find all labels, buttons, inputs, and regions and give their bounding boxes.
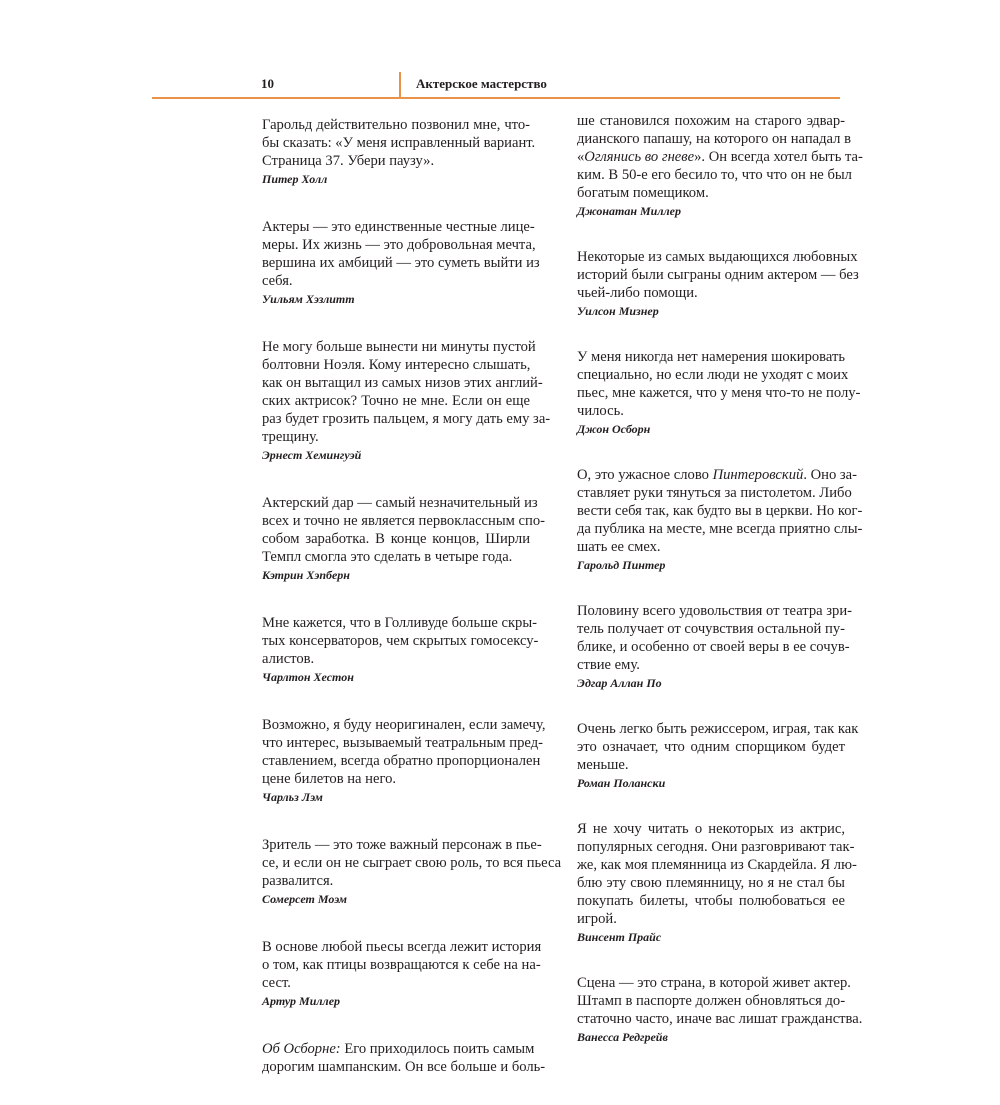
quote-block [262,614,539,687]
quote-author: Гарольд Пинтер [577,558,666,572]
quote-author: Уилсон Мизнер [577,304,659,318]
quote-line: чьей-либо помощи. [577,285,698,301]
quote-block [577,720,859,793]
quote-block [262,338,551,465]
quote-line: Актерский дар — самый незначительный из [262,495,538,511]
quote-block [262,218,540,309]
quote-line: ше становился похожим на старого эдвар- [577,113,845,129]
quote-line: богатым помещиком. [577,185,709,201]
quote-line: Зритель — это тоже важный персонаж в пье- [262,837,542,853]
quote-line: Актеры — это единственные честные лице- [262,219,535,235]
left-column [262,116,562,1105]
quote-block [262,116,536,189]
right-column [577,112,863,1074]
quote-line: Сцена — это страна, в которой живет актер. [577,975,851,991]
quote-line: статочно часто, иначе вас лишат гражданства. [577,1011,863,1027]
quote-author: Кэтрин Хэпберн [262,568,350,582]
quote-line: тель получает от сочувствия остальной пу- [577,621,845,637]
quote-block [577,602,853,693]
quote-line: Возможно, я буду неоригинален, если замечу, [262,717,546,733]
quote-line: популярных сегодня. Они разговривают так- [577,839,855,855]
quote-block [577,348,861,439]
quote-line: ставляет руки тянуться за пистолетом. Либо [577,485,852,501]
running-title: Актерское мастерство [416,76,547,91]
quote-block [262,1040,546,1076]
quote-line: о том, как птицы возвращаются к себе на на- [262,957,541,973]
quote-line: «Оглянись во гневе». Он всегда хотел быть та- [577,149,863,165]
quote-line: ким. В 50-е его бесило то, что что он не был [577,167,852,183]
quote-line: игрой. [577,911,617,927]
quote-line: как он вытащил из самых низов этих англий- [262,375,543,391]
quote-line: ских актрисок? Точно не мне. Если он еще [262,393,530,409]
quote-line: меры. Их жизнь — это добровольная мечта, [262,237,536,253]
quote-line: Очень легко быть режиссером, играя, так как [577,721,859,737]
quote-block [577,974,863,1047]
quote-line: трещину. [262,429,319,445]
quote-line: раз будет грозить пальцем, я могу дать ему за- [262,411,551,427]
quote-line: сест. [262,975,291,991]
quote-line: Не могу больше вынести ни минуты пустой [262,339,536,355]
quote-line-text: Его приходилось поить самым [340,1041,535,1057]
quote-line: себя. [262,273,293,289]
quote-block [577,112,863,221]
quote-author: Винсент Прайс [577,930,662,944]
italic-title: Оглянись во гневе [584,149,695,165]
header-divider [399,72,401,98]
quote-line: Я не хочу читать о некоторых из актрис, [577,821,845,837]
quote-line: Страница 37. Убери паузу». [262,153,435,169]
quote-author: Роман Полански [577,776,666,790]
quote-line: О, это ужасное слово Пинтеровский. Оно за- [577,467,858,483]
quote-line: дианского папашу, на которого он нападал в [577,131,851,147]
quote-line: историй были сыграны одним актером — без [577,267,859,283]
quote-author: Уильям Хэзлитт [262,292,355,306]
quote-line: специально, но если люди не уходят с моих [577,367,849,383]
quote-block [262,494,545,585]
quote-line: алистов. [262,651,315,667]
quote-line: вершина их амбиций — это суметь выйти из [262,255,540,271]
quote-line [262,1040,535,1058]
quote-line: ставлением, всегда обратно пропорционален [262,753,541,769]
quote-line: собом заработка. В конце концов, Ширли [262,531,530,547]
quote-line: чилось. [577,403,624,419]
quote-author: Сомерсет Моэм [262,892,347,906]
quote-author: Питер Холл [262,172,328,186]
quote-line: пьес, мне кажется, что у меня что-то не полу- [577,385,861,401]
quote-block [262,836,562,909]
quote-block [262,938,542,1011]
quote-block [577,248,859,321]
quote-author: Эрнест Хемингуэй [262,448,362,462]
quote-line: цене билетов на него. [262,771,397,787]
quote-author: Джон Осборн [577,422,651,436]
quote-author: Артур Миллер [262,994,341,1008]
quote-block [577,820,857,947]
quote-author: Чарлтон Хестон [262,670,354,684]
italic-title: Пинтеровский [712,467,804,483]
quote-block [577,466,863,575]
quote-line: развалится. [262,873,334,889]
header-rule [152,97,840,99]
quote-line: да публика на месте, мне всегда приятно слы- [577,521,863,537]
quote-line: вести себя так, как будто вы в церкви. Но ког- [577,503,863,519]
page-number: 10 [261,76,274,91]
quote-line: тых консерваторов, чем скрытых гомосексу- [262,633,539,649]
quote-line: всех и точно не является первоклассным спо- [262,513,545,529]
quote-line: меньше. [577,757,629,773]
quote-line: Половину всего удовольствия от театра зри- [577,603,853,619]
quote-line: ствие ему. [577,657,640,673]
quote-line: покупать билеты, чтобы полюбоваться ее [577,893,845,909]
quote-author: Эдгар Аллан По [577,676,662,690]
quote-lead-italic: Об Осборне: [262,1041,341,1057]
quote-author: Ванесса Редгрейв [577,1030,668,1044]
quote-line: Мне кажется, что в Голливуде больше скры- [262,615,537,631]
quote-line: Темпл смогла это сделать в четыре года. [262,549,513,565]
quote-line: Некоторые из самых выдающихся любовных [577,249,858,265]
quote-block [262,716,546,807]
quote-line: В основе любой пьесы всегда лежит история [262,939,542,955]
quote-line: Гарольд действительно позвонил мне, что- [262,117,530,133]
quote-line: блике, и особенно от своей веры в ее сочув- [577,639,850,655]
quote-line: же, как моя племянница из Скардейла. Я лю- [577,857,857,873]
quote-line: шать ее смех. [577,539,661,555]
quote-line: се, и если он не сыграет свою роль, то вся пьеса [262,855,562,871]
quote-line: болтовни Ноэля. Кому интересно слышать, [262,357,531,373]
quote-line: что интерес, вызываемый театральным пред- [262,735,543,751]
quote-line: Штамп в паспорте должен обновляться до- [577,993,846,1009]
quote-line: У меня никогда нет намерения шокировать [577,349,845,365]
quote-line: блю эту свою племянницу, но я не стал бы [577,875,845,891]
quote-line: это означает, что одним спорщиком будет [577,739,845,755]
quote-author: Джонатан Миллер [577,204,681,218]
quote-line: бы сказать: «У меня исправленный вариант. [262,135,536,151]
quote-line: дорогим шампанским. Он все больше и боль- [262,1059,546,1075]
quote-author: Чарльз Лэм [262,790,323,804]
